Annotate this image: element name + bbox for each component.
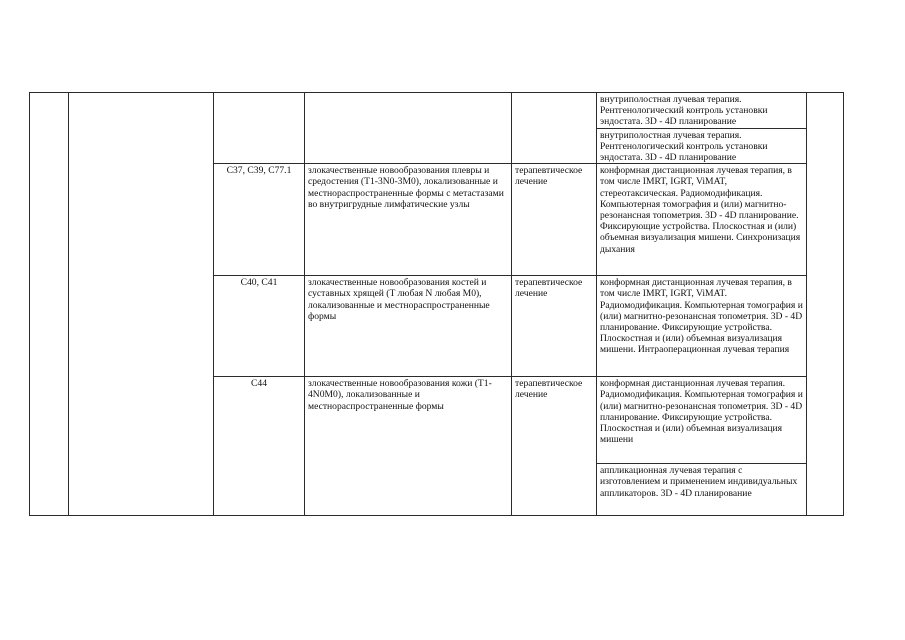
- diagnosis-cell: злокачественные новообразования кожи (T1-4N0M0), локализованные и местнораспространенные формы: [305, 377, 512, 516]
- treatment-type-cell: [512, 93, 597, 164]
- diagnosis-cell: [305, 93, 512, 164]
- blank-cell-cost-column: [807, 93, 844, 516]
- treatment-method-cell: конформная дистанционная лучевая терапия, в том числе IMRT, IGRT, ViMAT. Радиомодификация. Компьютерная томография и (или) магнитно-резонансная топометрия. 3D - 4D планирование. Фиксирующие устройства. Плоскостная и (или) объемная визуализация мишени. Интраоперационная лучевая терапия: [597, 276, 807, 377]
- treatment-method-cell: внутриполостная лучевая терапия. Рентгенологический контроль установки эндостата. 3D - 4D планирование: [597, 93, 807, 129]
- treatment-method-cell: конформная дистанционная лучевая терапия, в том числе IMRT, IGRT, ViMAT, стереотаксическая. Радиомодификация. Компьютерная томография и (или) магнитно-резонансная топометрия. 3D - 4D планирование. Фиксирующие устройства. Плоскостная и (или) объемная визуализация мишени. Синхронизация дыхания: [597, 164, 807, 276]
- treatment-method-cell: аппликационная лучевая терапия с изготовлением и применением индивидуальных аппликаторов. 3D - 4D планирование: [597, 464, 807, 516]
- treatment-type-cell: терапевтическое лечение: [512, 377, 597, 516]
- table-row: [30, 93, 844, 129]
- diagnosis-code-cell: C44: [214, 377, 305, 516]
- blank-cell-number-column: [30, 93, 69, 516]
- diagnosis-code-cell: C37, C39, C77.1: [214, 164, 305, 276]
- diagnosis-code-cell: C40, C41: [214, 276, 305, 377]
- treatment-method-cell: конформная дистанционная лучевая терапия. Радиомодификация. Компьютерная томография и (или) магнитно-резонансная топометрия. 3D - 4D планирование. Фиксирующие устройства. Плоскостная и (или) объемная визуализация мишени: [597, 377, 807, 464]
- diagnosis-code-cell: [214, 93, 305, 164]
- treatment-method-cell: внутриполостная лучевая терапия. Рентгенологический контроль установки эндостата. 3D - 4D планирование: [597, 128, 807, 164]
- document-table: [29, 92, 844, 516]
- diagnosis-cell: злокачественные новообразования плевры и средостения (T1-3N0-3M0), локализованные и местнораспространенные формы с метастазами во внутригрудные лимфатические узлы: [305, 164, 512, 276]
- diagnosis-cell: злокачественные новообразования костей и суставных хрящей (T любая N любая M0), локализованные и местнораспространенные формы: [305, 276, 512, 377]
- treatment-type-cell: терапевтическое лечение: [512, 164, 597, 276]
- treatment-type-cell: терапевтическое лечение: [512, 276, 597, 377]
- blank-cell-profile-column: [69, 93, 214, 516]
